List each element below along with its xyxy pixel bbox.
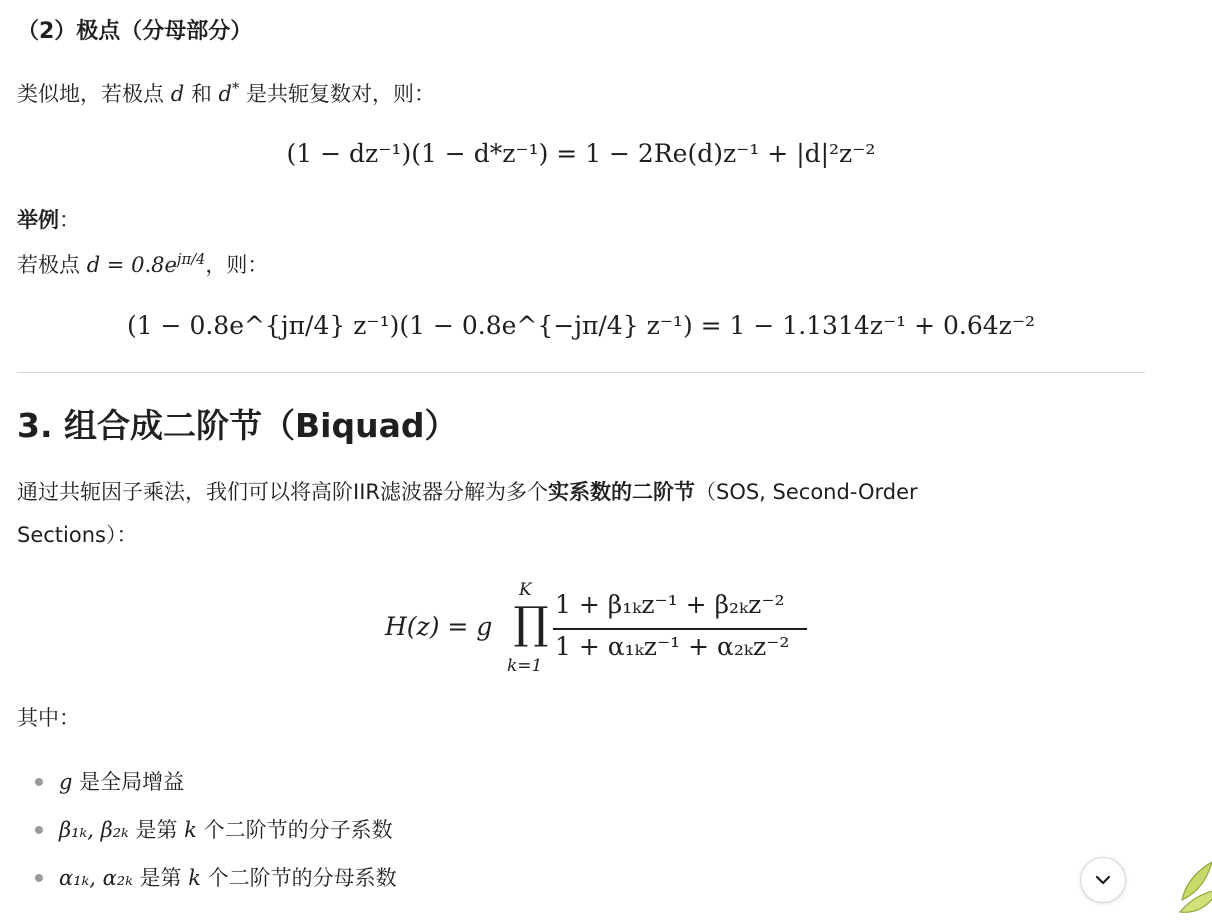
bullet-dot <box>35 874 43 882</box>
where-label: 其中： <box>17 706 80 730</box>
bullet-math: β₁ₖ, β₂ₖ <box>59 818 129 842</box>
equation-2-text: (1 − 0.8e^{jπ/4} z⁻¹)(1 − 0.8e^{−jπ/4} z⁻¹) = 1 − 1.1314z⁻¹ + 0.64z⁻² <box>126 311 1036 340</box>
bullet-math: α₁ₖ, α₂ₖ <box>59 866 133 890</box>
example-label <box>17 205 80 235</box>
bullet-dot <box>35 826 43 834</box>
biquad-para-bold: 实系数的二阶节 <box>547 480 695 504</box>
product-symbol: ∏ <box>513 598 549 649</box>
chevron-down-icon <box>1092 869 1114 891</box>
product-lower-limit: k=1 <box>507 656 543 676</box>
list-item <box>17 810 397 858</box>
biquad-heading: 3. 组合成二阶节（Biquad） <box>17 406 458 445</box>
pole-dstar-base: d <box>218 82 232 106</box>
fraction-numerator: 1 + β₁ₖz⁻¹ + β₂ₖz⁻² <box>555 590 785 619</box>
example-pole-base: d = 0.8e <box>86 253 177 277</box>
example-before: 若极点 <box>17 253 87 277</box>
equation-1-text: (1 − dz⁻¹)(1 − d*z⁻¹) = 1 − 2Re(d)z⁻¹ + |d|²z⁻² <box>286 139 876 168</box>
bullet-math: g <box>59 770 73 794</box>
poles-intro-and: 和 <box>184 82 219 106</box>
biquad-para-text: 通过共轭因子乘法，我们可以将高阶IIR滤波器分解为多个 <box>17 480 548 504</box>
example-label-colon: ： <box>59 208 80 232</box>
list-item <box>17 762 397 810</box>
bullet-text-tail: 个二阶节的分子系数 <box>196 818 393 842</box>
example-after: ，则： <box>205 253 269 277</box>
poles-intro-tail: 是共轭复数对，则： <box>239 82 435 106</box>
pole-d-symbol: d <box>170 82 185 106</box>
example-line <box>17 250 268 280</box>
transfer-function-equation <box>367 580 827 680</box>
fraction-denominator: 1 + α₁ₖz⁻¹ + α₂ₖz⁻² <box>555 632 790 661</box>
bullet-text: 是第 <box>132 866 189 890</box>
hz-lhs: H(z) = g <box>385 612 493 641</box>
example-pole-value <box>87 253 206 277</box>
biquad-paragraph-line2: Sections）： <box>17 523 138 547</box>
example-label-text: 举例 <box>17 208 59 232</box>
bullet-text-tail: 个二阶节的分母系数 <box>200 866 397 890</box>
leaf-icon <box>1178 860 1212 920</box>
biquad-para-tail: （SOS, Second-Order <box>694 480 918 504</box>
scroll-to-bottom-button[interactable] <box>1080 857 1126 903</box>
list-item <box>17 858 397 906</box>
bullet-text: 是第 <box>128 818 185 842</box>
fraction-bar <box>553 628 807 630</box>
example-pole-exp: jπ/4 <box>176 251 206 268</box>
coefficient-list <box>17 762 397 906</box>
bullet-math-k: k <box>184 818 197 842</box>
bullet-dot <box>35 778 43 786</box>
conjugate-pole-equation <box>17 137 1145 171</box>
pole-dstar-symbol <box>219 82 240 106</box>
bullet-text: 是全局增益 <box>72 770 185 794</box>
poles-intro <box>17 79 435 109</box>
biquad-paragraph-line1 <box>17 477 918 507</box>
section-divider <box>17 372 1145 373</box>
example-equation <box>17 309 1145 343</box>
poles-heading: （2）极点（分母部分） <box>17 19 253 44</box>
bullet-math-k: k <box>188 866 201 890</box>
poles-intro-text: 类似地，若极点 <box>17 82 171 106</box>
pole-dstar-sup: * <box>231 80 240 97</box>
product-upper-limit: K <box>519 580 532 600</box>
